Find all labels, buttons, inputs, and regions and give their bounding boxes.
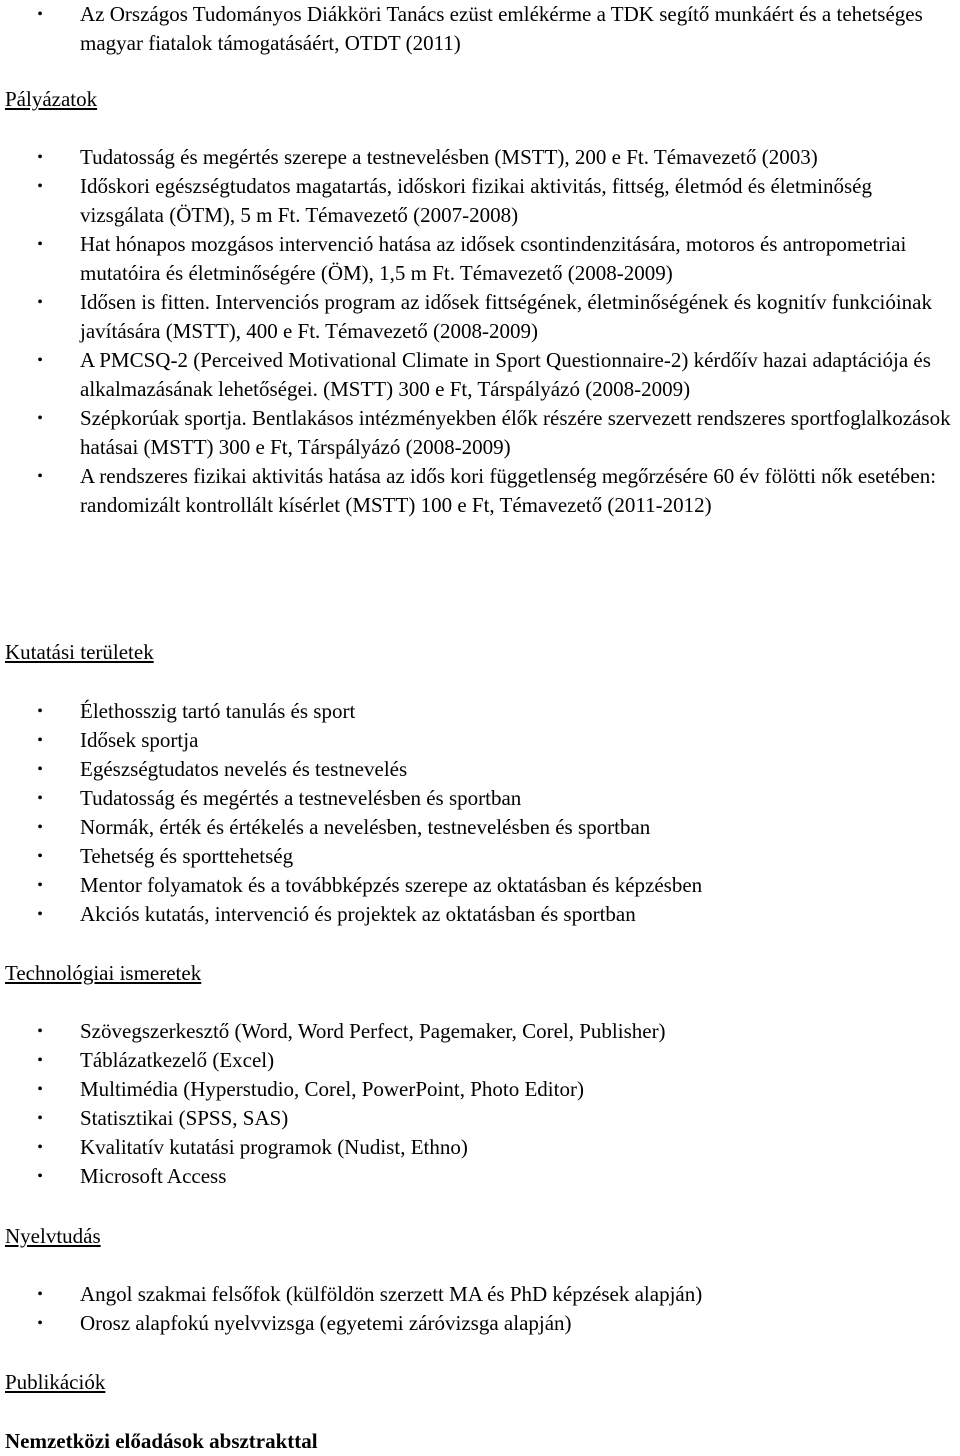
bullet-icon: • bbox=[37, 6, 43, 23]
list-item bbox=[0, 346, 960, 404]
list-item bbox=[0, 697, 960, 726]
bullet-icon: • bbox=[37, 732, 43, 749]
bullet-icon: • bbox=[37, 1110, 43, 1127]
bullet-icon: • bbox=[37, 178, 43, 195]
list-item bbox=[0, 1104, 960, 1133]
list-item-text: Normák, érték és értékelés a nevelésben, testnevelésben és sportban bbox=[80, 815, 651, 839]
list-item-text: Egészségtudatos nevelés és testnevelés bbox=[80, 757, 408, 781]
list-item-text: Időskori egészségtudatos magatartás, időskori fizikai aktivitás, fittség, életmód és életminőség vizsgálata (ÖTM), 5 m Ft. Témavezető (2007-2008) bbox=[80, 174, 872, 227]
list-item bbox=[0, 230, 960, 288]
list-item bbox=[0, 143, 960, 172]
list-item bbox=[0, 1280, 960, 1309]
list-item bbox=[0, 404, 960, 462]
bullet-icon: • bbox=[37, 236, 43, 253]
list-item-text: Idősen is fitten. Intervenciós program az idősek fittségének, életminőségének és kognitív funkcióinak javítására (MSTT), 400 e Ft. Témavezető (2008-2009) bbox=[80, 290, 933, 343]
list-item bbox=[0, 842, 960, 871]
list-item bbox=[0, 1017, 960, 1046]
technologiai-ismeretek-list bbox=[0, 1017, 960, 1191]
bullet-icon: • bbox=[37, 761, 43, 778]
subsection-heading-nemzetkozi-eloadasok: Nemzetközi előadások absztrakttal bbox=[5, 1429, 318, 1453]
bullet-icon: • bbox=[37, 294, 43, 311]
list-item-text: Tudatosság és megértés a testnevelésben és sportban bbox=[80, 786, 522, 810]
list-item-text: Hat hónapos mozgásos intervenció hatása az idősek csontindenzitására, motoros és antropometriai mutatóira és életminőségére (ÖM), 1,5 m Ft. Témavezető (2008-2009) bbox=[80, 232, 907, 285]
section-heading-kutatasi-teruletek: Kutatási területek bbox=[5, 640, 154, 664]
list-item-text: Az Országos Tudományos Diákköri Tanács ezüst emlékérme a TDK segítő munkáért és a tehetséges magyar fiatalok támogatásáért, OTDT (2011) bbox=[80, 2, 923, 55]
bullet-icon: • bbox=[37, 1052, 43, 1069]
bullet-icon: • bbox=[37, 410, 43, 427]
bullet-icon: • bbox=[37, 877, 43, 894]
list-item-text: Microsoft Access bbox=[80, 1164, 227, 1188]
list-item-text: Szépkorúak sportja. Bentlakásos intézményekben élők részére szervezett rendszeres sportfoglalkozások hatásai (MSTT) 300 e Ft, Társpályázó (2008-2009) bbox=[80, 406, 951, 459]
kutatasi-teruletek-list bbox=[0, 697, 960, 929]
bullet-icon: • bbox=[37, 1286, 43, 1303]
list-item bbox=[0, 1075, 960, 1104]
bullet-icon: • bbox=[37, 1139, 43, 1156]
bullet-icon: • bbox=[37, 468, 43, 485]
bullet-icon: • bbox=[37, 906, 43, 923]
list-item-text: Szövegszerkesztő (Word, Word Perfect, Pagemaker, Corel, Publisher) bbox=[80, 1019, 666, 1043]
bullet-icon: • bbox=[37, 790, 43, 807]
list-item-text: Multimédia (Hyperstudio, Corel, PowerPoint, Photo Editor) bbox=[80, 1077, 584, 1101]
list-item-text: Orosz alapfokú nyelvvizsga (egyetemi záróvizsga alapján) bbox=[80, 1311, 572, 1335]
list-item-text: A PMCSQ-2 (Perceived Motivational Climate in Sport Questionnaire-2) kérdőív hazai adaptációja és alkalmazásának lehetőségei. (MSTT) 300 e Ft, Társpályázó (2008-2009) bbox=[80, 348, 931, 401]
list-item bbox=[0, 871, 960, 900]
list-item-text: Akciós kutatás, intervenció és projektek az oktatásban és sportban bbox=[80, 902, 636, 926]
list-item-text: A rendszeres fizikai aktivitás hatása az idős kori függetlenség megőrzésére 60 év fölötti nők esetében: randomizált kontrollált kísérlet (MSTT) 100 e Ft, Témavezető (2011-2012) bbox=[80, 464, 937, 517]
list-item bbox=[0, 172, 960, 230]
bullet-icon: • bbox=[37, 1023, 43, 1040]
list-item bbox=[0, 813, 960, 842]
list-item-text: Angol szakmai felsőfok (külföldön szerzett MA és PhD képzések alapján) bbox=[80, 1282, 703, 1306]
list-item bbox=[0, 1309, 960, 1338]
palyazatok-list bbox=[0, 143, 960, 520]
list-item bbox=[0, 784, 960, 813]
bullet-icon: • bbox=[37, 703, 43, 720]
list-item bbox=[0, 1046, 960, 1075]
section-heading-publikaciok: Publikációk bbox=[5, 1370, 106, 1394]
list-item bbox=[0, 1162, 960, 1191]
bullet-icon: • bbox=[37, 1081, 43, 1098]
list-item-text: Élethosszig tartó tanulás és sport bbox=[80, 699, 356, 723]
bullet-icon: • bbox=[37, 1168, 43, 1185]
bullet-icon: • bbox=[37, 149, 43, 166]
nyelvtudas-list bbox=[0, 1280, 960, 1338]
section-heading-technologiai-ismeretek: Technológiai ismeretek bbox=[5, 961, 202, 985]
bullet-icon: • bbox=[37, 848, 43, 865]
bullet-icon: • bbox=[37, 352, 43, 369]
list-item-text: Tudatosság és megértés szerepe a testnevelésben (MSTT), 200 e Ft. Témavezető (2003) bbox=[80, 145, 818, 169]
bullet-icon: • bbox=[37, 819, 43, 836]
bullet-icon: • bbox=[37, 1315, 43, 1332]
list-item-text: Kvalitatív kutatási programok (Nudist, Ethno) bbox=[80, 1135, 468, 1159]
list-item-text: Tehetség és sporttehetség bbox=[80, 844, 294, 868]
award-list bbox=[0, 0, 960, 58]
list-item bbox=[0, 900, 960, 929]
list-item bbox=[0, 1133, 960, 1162]
list-item-text: Idősek sportja bbox=[80, 728, 199, 752]
list-item bbox=[0, 0, 960, 58]
section-heading-nyelvtudas: Nyelvtudás bbox=[5, 1224, 101, 1248]
section-heading-palyazatok: Pályázatok bbox=[5, 87, 98, 111]
list-item bbox=[0, 462, 960, 520]
list-item-text: Mentor folyamatok és a továbbképzés szerepe az oktatásban és képzésben bbox=[80, 873, 703, 897]
list-item-text: Táblázatkezelő (Excel) bbox=[80, 1048, 275, 1072]
list-item bbox=[0, 288, 960, 346]
list-item bbox=[0, 726, 960, 755]
list-item bbox=[0, 755, 960, 784]
list-item-text: Statisztikai (SPSS, SAS) bbox=[80, 1106, 289, 1130]
